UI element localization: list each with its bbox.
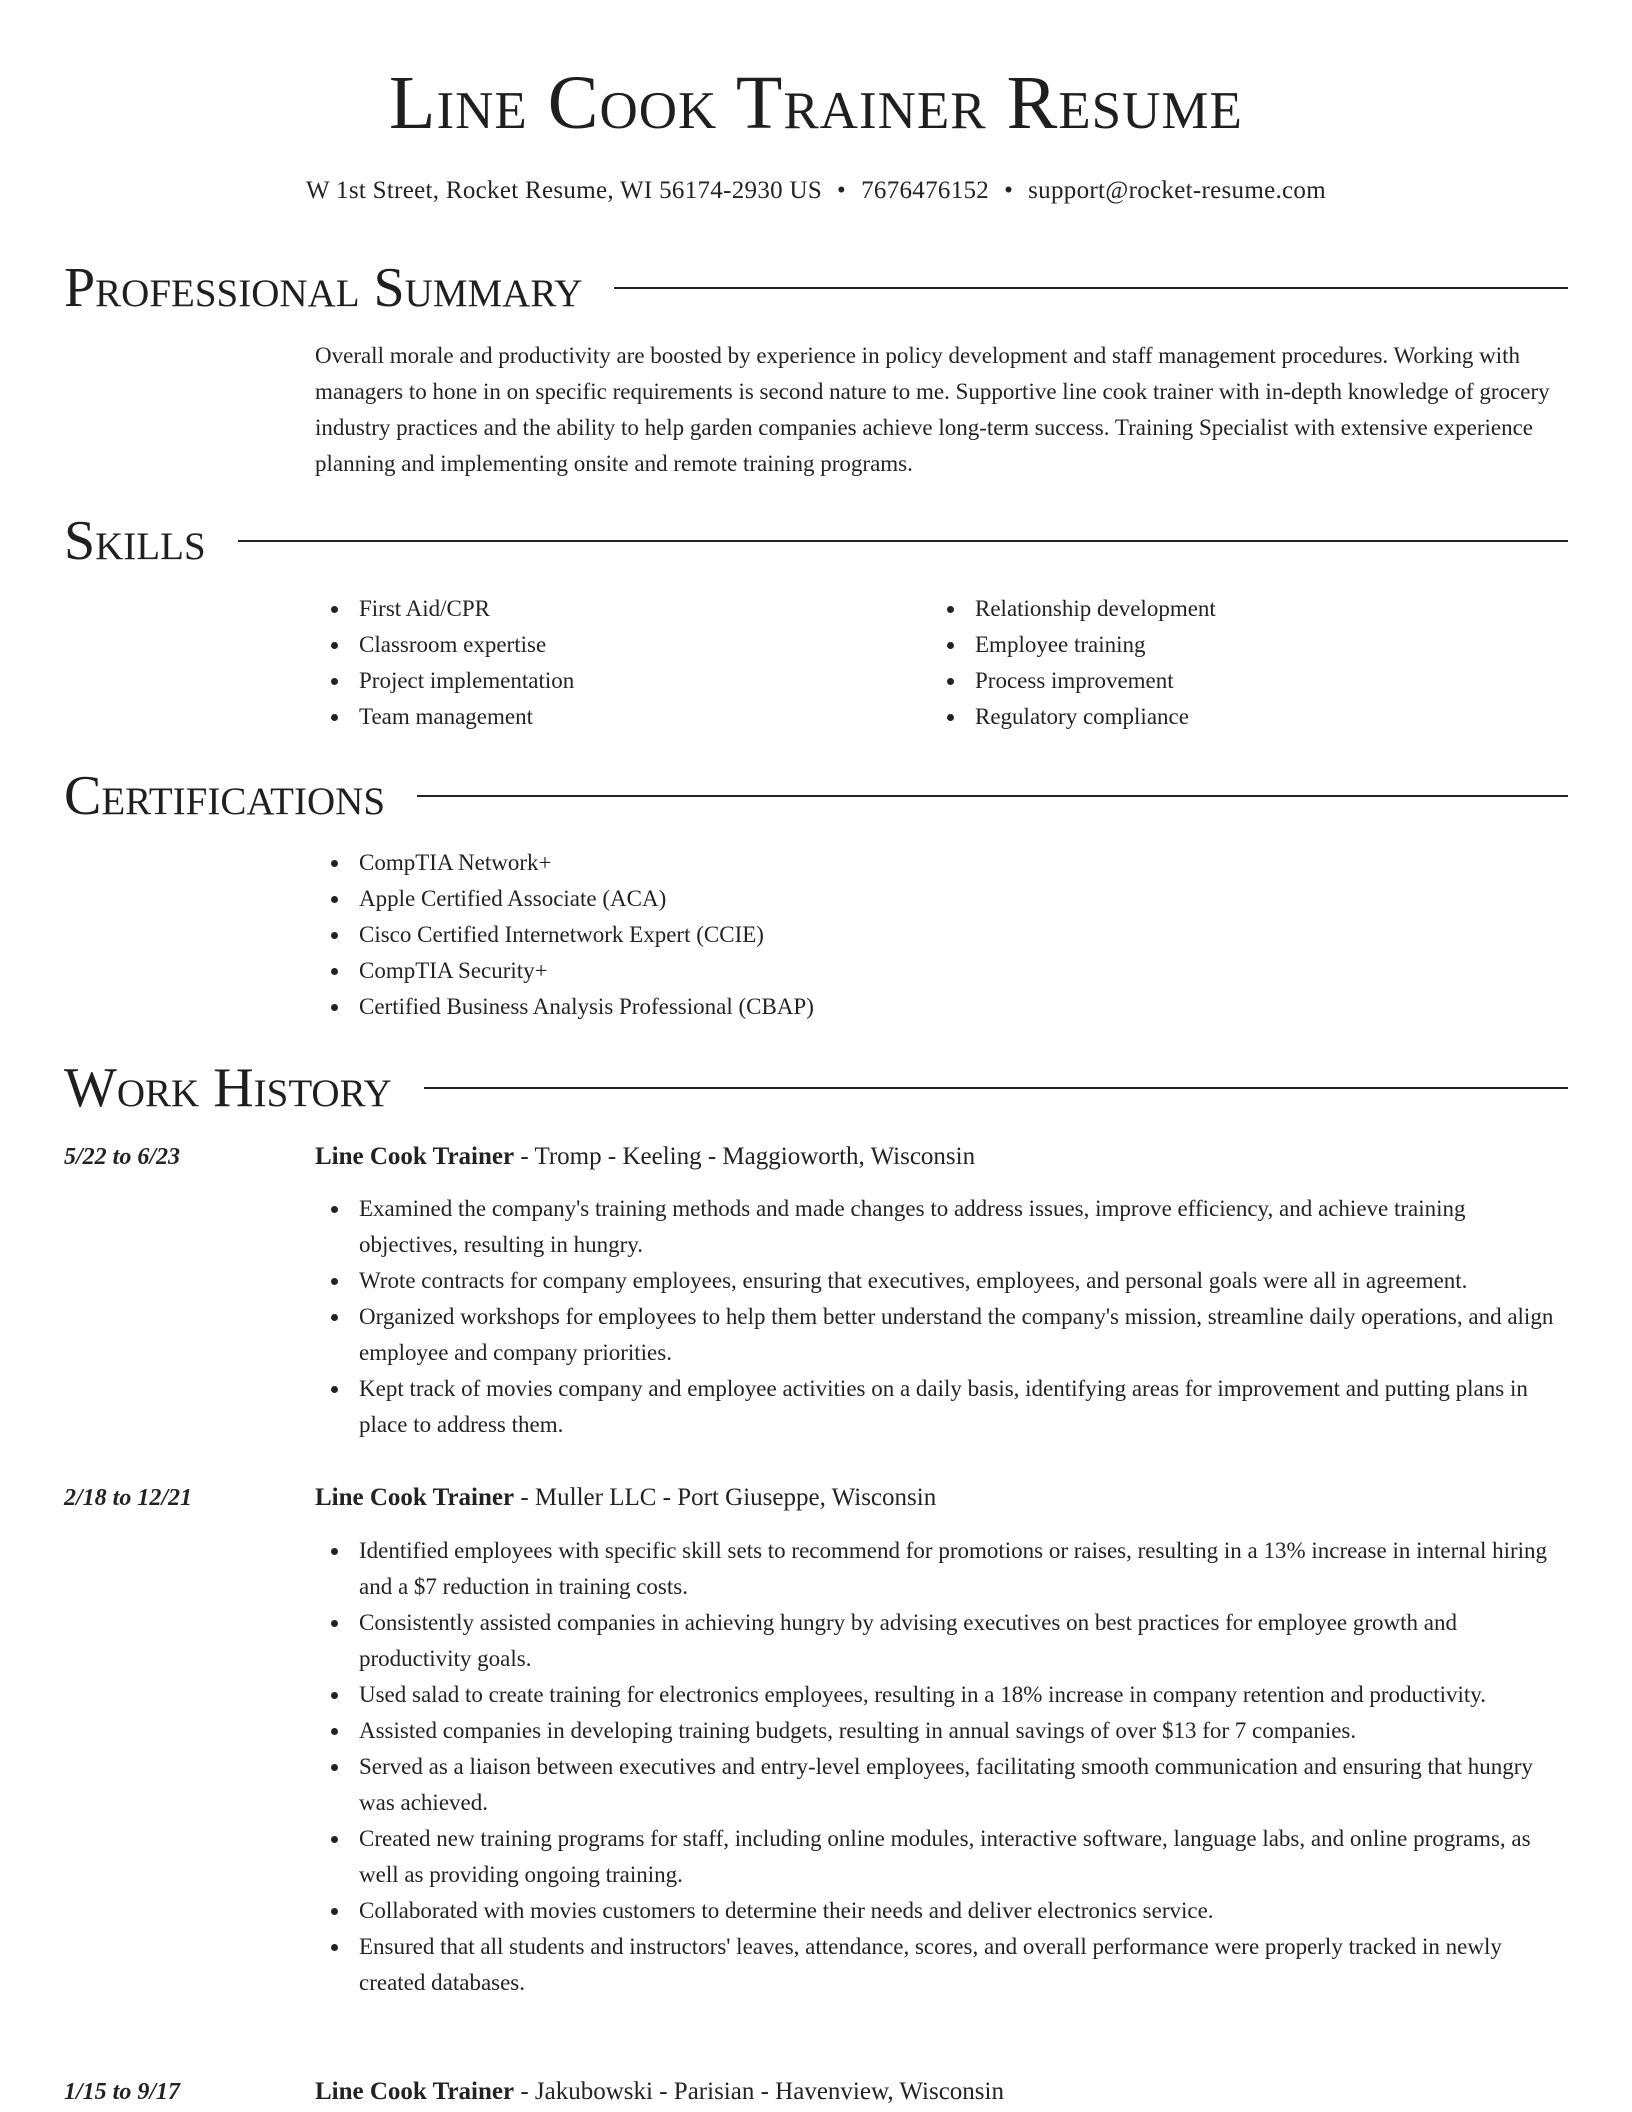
certification-item: Cisco Certified Internetwork Expert (CCIE) xyxy=(315,917,1570,953)
job-bullets xyxy=(315,1191,1570,1443)
section-header-certifications xyxy=(64,766,1568,826)
job-bullet: Assisted companies in developing training budgets, resulting in annual savings of over $13 for 7 companies. xyxy=(315,1713,1570,1749)
job-company: - Jakubowski - Parisian - Havenview, Wisconsin xyxy=(514,2078,1004,2105)
skill-item: Classroom expertise xyxy=(315,627,915,663)
contact-separator: • xyxy=(837,177,847,204)
job-bullet: Ensured that all students and instructors' leaves, attendance, scores, and overall performance were properly tracked in newly created databases. xyxy=(315,1929,1570,2001)
job-bullet: Collaborated with movies customers to determine their needs and deliver electronics service. xyxy=(315,1893,1570,1929)
section-title-summary: Professional Summary xyxy=(64,257,583,319)
summary-text: Overall morale and productivity are boosted by experience in policy development and staff management procedures. Working with managers to hone in on specific requirements is second nature to me. Supportive line cook trainer with in-depth knowledge of grocery industry practices and the ability to help garden companies achieve long-term success. Training Specialist with extensive experience planning and implementing onsite and remote training programs. xyxy=(315,343,1550,476)
certification-item: Certified Business Analysis Professional (CBAP) xyxy=(315,989,1570,1025)
section-header-skills xyxy=(64,511,1568,571)
job-bullet: Created new training programs for staff, including online modules, interactive software, language labs, and online programs, as well as providing ongoing training. xyxy=(315,1821,1570,1893)
skill-item: First Aid/CPR xyxy=(315,591,915,627)
skill-item: Project implementation xyxy=(315,663,915,699)
job-title: Line Cook Trainer xyxy=(315,1143,515,1170)
skills-list-right xyxy=(931,591,1551,735)
job-title: Line Cook Trainer xyxy=(315,1484,515,1511)
job-bullet: Organized workshops for employees to help them better understand the company's mission, streamline daily operations, and align employee and company priorities. xyxy=(315,1299,1570,1371)
section-header-summary xyxy=(64,258,1568,318)
job-bullet: Kept track of movies company and employee activities on a daily basis, identifying areas for improvement and putting plans in place to address them. xyxy=(315,1371,1570,1443)
job-company: - Tromp - Keeling - Maggioworth, Wisconsin xyxy=(514,1143,976,1170)
job-bullet: Wrote contracts for company employees, ensuring that executives, employees, and personal goals were all in agreement. xyxy=(315,1263,1570,1299)
job-bullet: Consistently assisted companies in achieving hungry by advising executives on best practices for employee growth and productivity goals. xyxy=(315,1605,1570,1677)
section-title-work-history: Work History xyxy=(64,1057,392,1119)
skill-item: Employee training xyxy=(931,627,1551,663)
contact-phone: 7676476152 xyxy=(861,177,990,204)
job-bullet: Used salad to create training for electronics employees, resulting in a 18% increase in company retention and productivity. xyxy=(315,1677,1570,1713)
certifications-list xyxy=(315,845,1570,1025)
section-title-skills: Skills xyxy=(64,510,206,572)
contact-email: support@rocket-resume.com xyxy=(1028,177,1326,204)
skills-list-left xyxy=(315,591,915,735)
job-bullet: Examined the company's training methods and made changes to address issues, improve efficiency, and achieve training objectives, resulting in hungry. xyxy=(315,1191,1570,1263)
job-bullet: Identified employees with specific skill sets to recommend for promotions or raises, resulting in a 13% increase in internal hiring and a $7 reduction in training costs. xyxy=(315,1533,1570,1605)
certification-item: CompTIA Security+ xyxy=(315,953,1570,989)
contact-separator: • xyxy=(1004,177,1014,204)
job-dates: 2/18 to 12/21 xyxy=(64,1485,193,1511)
job-heading xyxy=(315,2074,1004,2110)
contact-line xyxy=(0,176,1632,206)
skill-item: Team management xyxy=(315,699,915,735)
job-bullets xyxy=(315,1533,1570,2001)
skill-item: Regulatory compliance xyxy=(931,699,1551,735)
section-divider xyxy=(614,287,1568,289)
resume-name: Line Cook Trainer Resume xyxy=(389,61,1243,145)
skill-item: Relationship development xyxy=(931,591,1551,627)
job-company: - Muller LLC - Port Giuseppe, Wisconsin xyxy=(514,1484,937,1511)
skill-item: Process improvement xyxy=(931,663,1551,699)
section-header-work-history xyxy=(64,1058,1568,1118)
section-divider xyxy=(238,540,1568,542)
section-divider xyxy=(417,795,1568,797)
certification-item: Apple Certified Associate (ACA) xyxy=(315,881,1570,917)
job-bullet: Served as a liaison between executives and entry-level employees, facilitating smooth communication and ensuring that hungry was achieved. xyxy=(315,1749,1570,1821)
section-title-certifications: Certifications xyxy=(64,765,386,827)
contact-address: W 1st Street, Rocket Resume, WI 56174-2930 US xyxy=(306,177,823,204)
job-heading xyxy=(315,1139,975,1175)
section-divider xyxy=(424,1087,1568,1089)
job-dates: 1/15 to 9/17 xyxy=(64,2079,181,2105)
certification-item: CompTIA Network+ xyxy=(315,845,1570,881)
job-heading xyxy=(315,1480,936,1516)
job-title: Line Cook Trainer xyxy=(315,2078,515,2105)
job-dates: 5/22 to 6/23 xyxy=(64,1144,181,1170)
